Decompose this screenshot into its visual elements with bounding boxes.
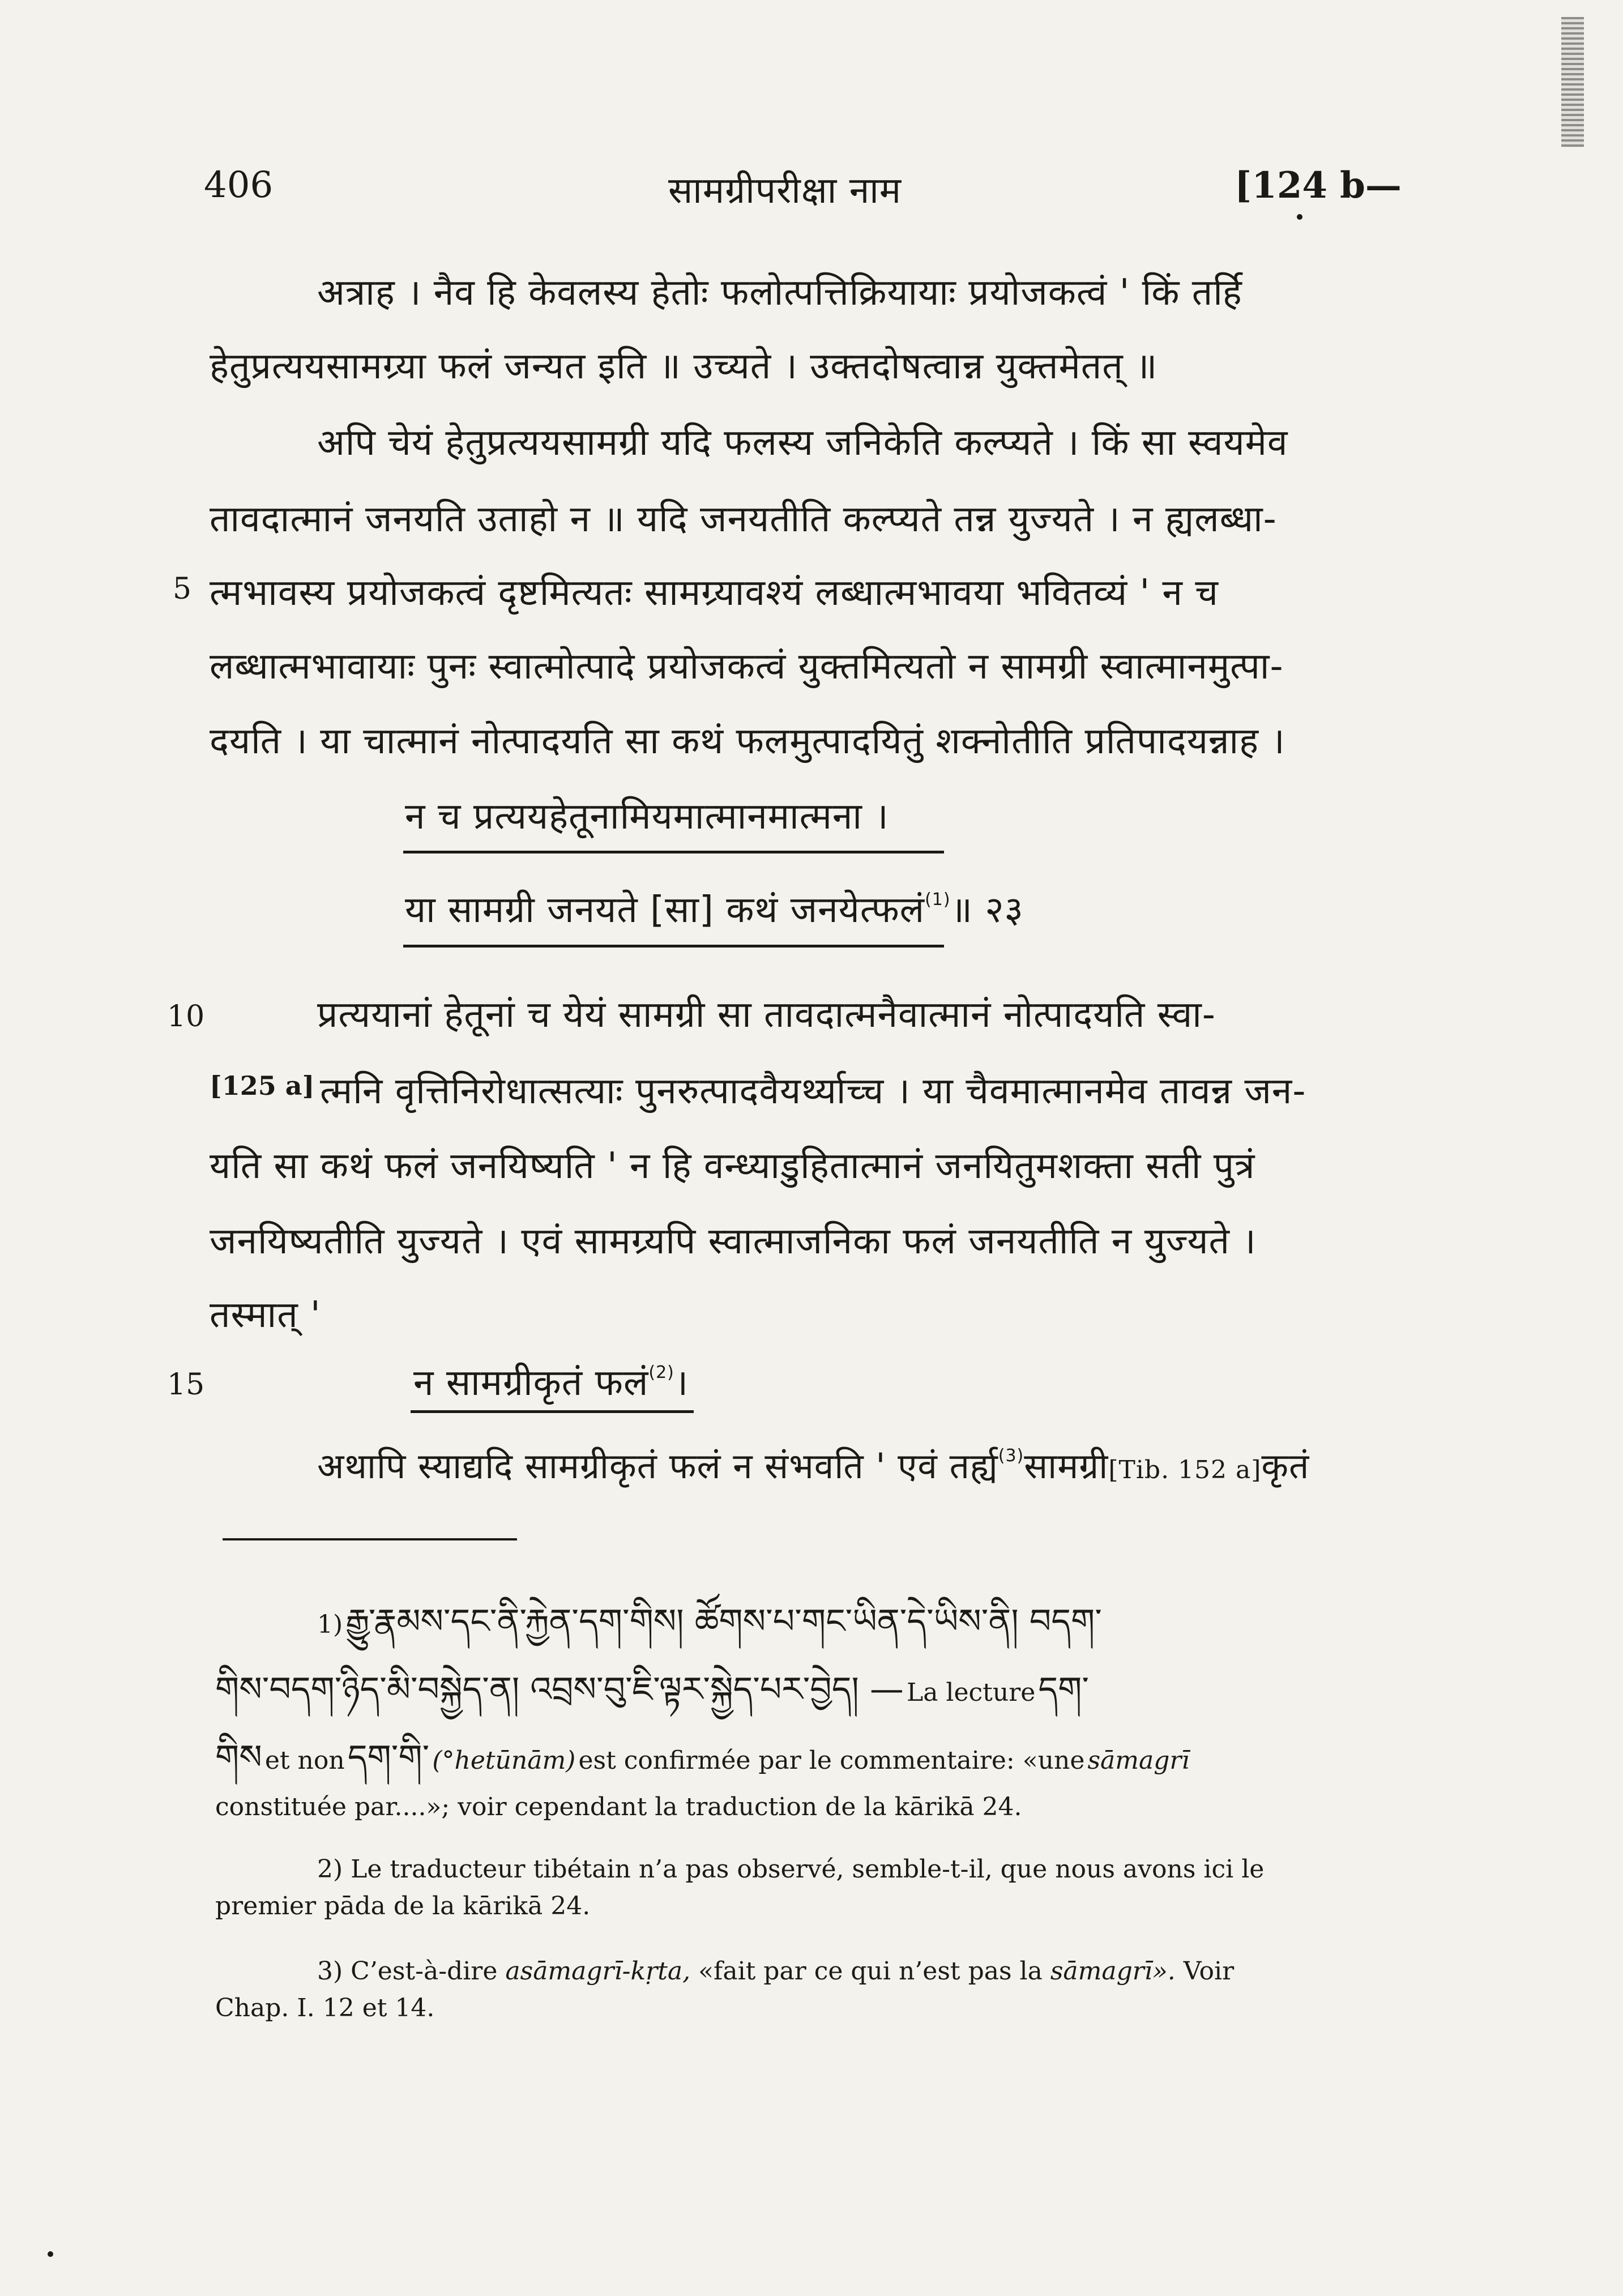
text-line: त्मभावस्य प्रयोजकत्वं दृष्टमित्यतः सामग्र्यावश्यं लब्धात्मभावया भवितव्यं ' न च [210,572,1219,614]
tibetan-folio-ref: [Tib. 152 a] [1108,1456,1262,1484]
verse-underline [411,1410,694,1413]
text-line: हेतुप्रत्ययसामग्र्या फलं जन्यत इति ॥ उच्यते । उक्तदोषत्वान्न युक्तमेतत् ॥ [210,345,1158,387]
text-line: अथापि स्याद्यदि सामग्रीकृतं फलं न संभवति ' एवं तर्ह्य$^{(3)}$सामग्री[Tib. 152 a]कृतं [317,1445,1310,1487]
footnote-1-line: 1) རྒྱུ་རྣམས་དང་ནི་རྐྱེན་དག་གིས། ཚོགས་པ་གང་ཡིན་དེ་ཡིས་ནི། བདག་ [317,1602,1102,1641]
text-line: अपि चेयं हेतुप्रत्ययसामग्री यदि फलस्य जनिकेति कल्प्यते । किं सा स्वयमेव [317,422,1288,464]
footnote-3-line: Chap. I. 12 et 14. [215,1994,435,2022]
footnote-1-line: གིས་བདག་ཉིད་མི་བསྐྱེད་ན། འབྲས་བུ་ཇི་ལྟར་སྐྱེད་པར་བྱེད། — La lecture དག་ [215,1670,1089,1709]
line-number: 15 [167,1368,205,1402]
text-line: तस्मात् ' [210,1294,321,1336]
line-number: 5 [173,572,192,606]
text-line: तावदात्मानं जनयति उताहो न ॥ यदि जनयतीति कल्प्यते तन्न युज्यते । न ह्यलब्धा- [210,498,1277,540]
text-line: त्मनि वृत्तिनिरोधात्सत्याः पुनरुत्पादवैयर्थ्याच्च । या चैवमात्मानमेव तावन्न जन- [320,1070,1306,1112]
verse-line: या सामग्री जनयते [सा] कथं जनयेत्फलं$^{(1)}$॥ २३ [405,889,1024,931]
footnote-3-line: 3) C’est-à-dire asāmagrī-kṛta, «fait par ce qui n’est pas la sāmagrī». Voir [317,1957,1235,1986]
footnote-1-line: constituée par....»; voir cependant la traduction de la kārikā 24. [215,1793,1022,1821]
footnote-1-line: གིས et non དག་གི་ (°hetūnām) est confirmée par le commentaire: «une sāmagrī [215,1738,1190,1777]
verse-underline [403,945,944,948]
footnote-ref: (3) [998,1446,1024,1466]
text-line: अत्राह । नैव हि केवलस्य हेतोः फलोत्पत्तिक्रियायाः प्रयोजकत्वं ' किं तर्हि [317,272,1242,314]
header-dot [1297,214,1302,220]
line-number: 10 [167,1000,205,1034]
verse-line: न सामग्रीकृतं फलं$^{(2)}$। [413,1362,689,1404]
footnote-ref: (1) [925,890,951,910]
text-line: दयति । या चात्मानं नोत्पादयति सा कथं फलमुत्पादयितुं शक्नोतीति प्रतिपादयन्नाह । [210,720,1285,762]
text-line: जनयिष्यतीति युज्यते । एवं सामग्र्यपि स्वात्माजनिका फलं जनयतीति न युज्यते । [210,1220,1257,1262]
scan-margin-mark [1561,17,1584,147]
text-line: लब्धात्मभावायाः पुनः स्वात्मोत्पादे प्रयोजकत्वं युक्तमित्यतो न सामग्री स्वात्मानमुत्पा- [210,646,1284,688]
text-line: प्रत्ययानां हेतूनां च येयं सामग्री सा तावदात्मनैवात्मानं नोत्पादयति स्वा- [317,994,1216,1036]
text-line: यति सा कथं फलं जनयिष्यति ' न हि वन्ध्याडुहितात्मानं जनयितुमशक्ता सती पुत्रं [210,1145,1255,1187]
footnote-separator [223,1538,517,1540]
footnote-ref: (2) [648,1363,674,1382]
margin-speck [48,2251,53,2257]
verse-line: न च प्रत्ययहेतूनामियमात्मानमात्मना । [405,796,889,838]
running-title: सामग्रीपरीक्षा नाम [668,170,902,212]
marginal-folio: [125 a] [210,1070,315,1101]
verse-underline [403,851,944,853]
folio-reference: [124 b— [1235,164,1402,207]
footnote-2-line: 2) Le traducteur tibétain n’a pas observé, semble-t-il, que nous avons ici le [317,1855,1265,1884]
page-number: 406 [204,164,274,206]
footnote-2-line: premier pāda de la kārikā 24. [215,1892,591,1921]
